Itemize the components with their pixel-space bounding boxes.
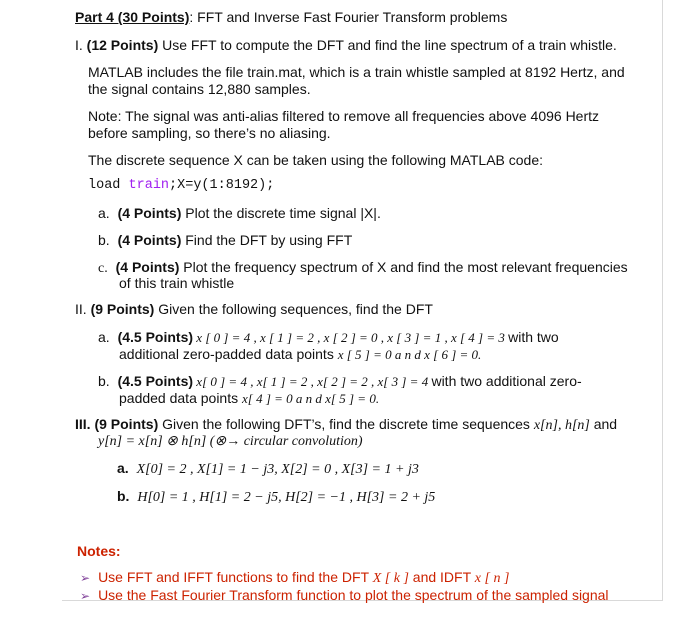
q3-sequences: x[n], h[n]	[533, 418, 590, 433]
q1-points: (12 Points)	[86, 37, 159, 53]
notes-title: Notes:	[77, 543, 121, 559]
q2b-zero-pad: x[ 4 ] = 0 a n d x[ 5 ] = 0.	[242, 391, 380, 406]
q1a-text: Plot the discrete time signal |X|.	[181, 205, 381, 221]
q1c-points: (4 Points)	[115, 259, 180, 275]
q2b-points: (4.5 Points)	[117, 373, 194, 389]
q1-item-a	[98, 205, 381, 222]
q1-para2-line2: before sampling, so there’s no aliasing.	[88, 125, 331, 141]
code-rest: ;X=y(1:8192);	[169, 178, 275, 193]
q2a-tail: with two	[508, 329, 559, 345]
code-load: load	[88, 178, 129, 193]
q2-text: Given the following sequences, find the DFT	[154, 301, 433, 317]
q3a-label: a.	[117, 460, 129, 476]
q2-item-b	[98, 373, 582, 390]
matlab-code	[88, 177, 274, 194]
question-3	[75, 416, 617, 434]
q1c-text-line2: of this train whistle	[119, 275, 235, 291]
q3-text: Given the following DFT’s, find the discrete time sequences	[158, 416, 534, 432]
q2a-label: a.	[98, 329, 110, 345]
q2a-sequence: x [ 0 ] = 4 , x [ 1 ] = 2 , x [ 2 ] = 0 , x [ 3 ] = 1 , x [ 4 ] = 3	[193, 330, 509, 345]
q3b-dft: H[0] = 1 , H[1] = 2 − j5, H[2] = −1 , H[3] = 2 + j5	[137, 490, 436, 505]
q2-points: (9 Points)	[90, 301, 155, 317]
q2a-line2	[119, 346, 481, 363]
q1-para3: The discrete sequence X can be taken using the following MATLAB code:	[88, 152, 544, 168]
q1b-points: (4 Points)	[117, 232, 182, 248]
q1-text: Use FFT to compute the DFT and find the line spectrum of a train whistle.	[158, 37, 617, 53]
part-heading	[75, 9, 507, 26]
q1-number: I.	[75, 37, 83, 53]
q1b-label: b.	[98, 232, 110, 248]
q3a-dft: X[0] = 2 , X[1] = 1 − j3, X[2] = 0 , X[3] = 1 + j3	[136, 462, 419, 477]
q2b-line2	[119, 390, 379, 407]
question-2	[75, 301, 433, 318]
q2b-tail: with two additional zero-	[431, 373, 582, 389]
q2-item-a	[98, 329, 559, 346]
note-1	[80, 569, 509, 587]
note-1-mid: and IDFT	[408, 569, 475, 585]
q1-para1-line1: MATLAB includes the file train.mat, which is a train whistle sampled at 8192 Hertz, and	[88, 64, 625, 80]
q3-line2: y[n] = x[n] ⊗ h[n] (⊗→ circular convolution)	[98, 434, 363, 449]
q1-para2-line1: Note: The signal was anti-alias filtered to remove all frequencies above 4096 Hertz	[88, 108, 600, 124]
note-1-xk: X [ k ]	[372, 571, 409, 586]
note-2-text: Use the Fast Fourier Transform function to plot the spectrum of the sampled signal	[98, 587, 609, 603]
note-1-text: Use FFT and IFFT functions to find the DFT	[98, 569, 373, 585]
part-title: : FFT and Inverse Fast Fourier Transform problems	[189, 9, 508, 25]
q2b-sequence: x[ 0 ] = 4 , x[ 1 ] = 2 , x[ 2 ] = 2 , x[ 3 ] = 4	[193, 374, 432, 389]
q2a-line2-text: additional zero-padded data points	[119, 346, 338, 362]
arrow-bullet-icon: ➢	[80, 589, 91, 603]
q1-item-b	[98, 232, 352, 249]
q2a-zero-pad: x [ 5 ] = 0 a n d x [ 6 ] = 0.	[337, 347, 482, 362]
q3-item-a	[117, 460, 419, 478]
q1a-label: a.	[98, 205, 110, 221]
q1b-text: Find the DFT by using FFT	[181, 232, 353, 248]
note-2	[80, 587, 609, 605]
part-label: Part 4 (30 Points)	[75, 9, 190, 25]
question-1	[75, 37, 617, 54]
q2b-label: b.	[98, 373, 110, 389]
q2-number: II.	[75, 301, 87, 317]
note-1-xn: x [ n ]	[474, 571, 510, 586]
q2a-points: (4.5 Points)	[117, 329, 194, 345]
q3-number: III.	[75, 416, 91, 432]
q3-and: and	[589, 416, 618, 432]
code-train: train	[128, 178, 170, 193]
q1c-label: c.	[98, 261, 108, 276]
q2b-line2-text: padded data points	[119, 390, 242, 406]
q3-item-b	[117, 488, 435, 506]
q1-para1-line2: the signal contains 12,880 samples.	[88, 81, 311, 97]
q3b-label: b.	[117, 488, 130, 504]
arrow-bullet-icon: ➢	[80, 571, 91, 585]
q1a-points: (4 Points)	[117, 205, 182, 221]
q3-points: (9 Points)	[94, 416, 159, 432]
q1c-text: Plot the frequency spectrum of X and find the most relevant frequencies	[179, 259, 628, 275]
